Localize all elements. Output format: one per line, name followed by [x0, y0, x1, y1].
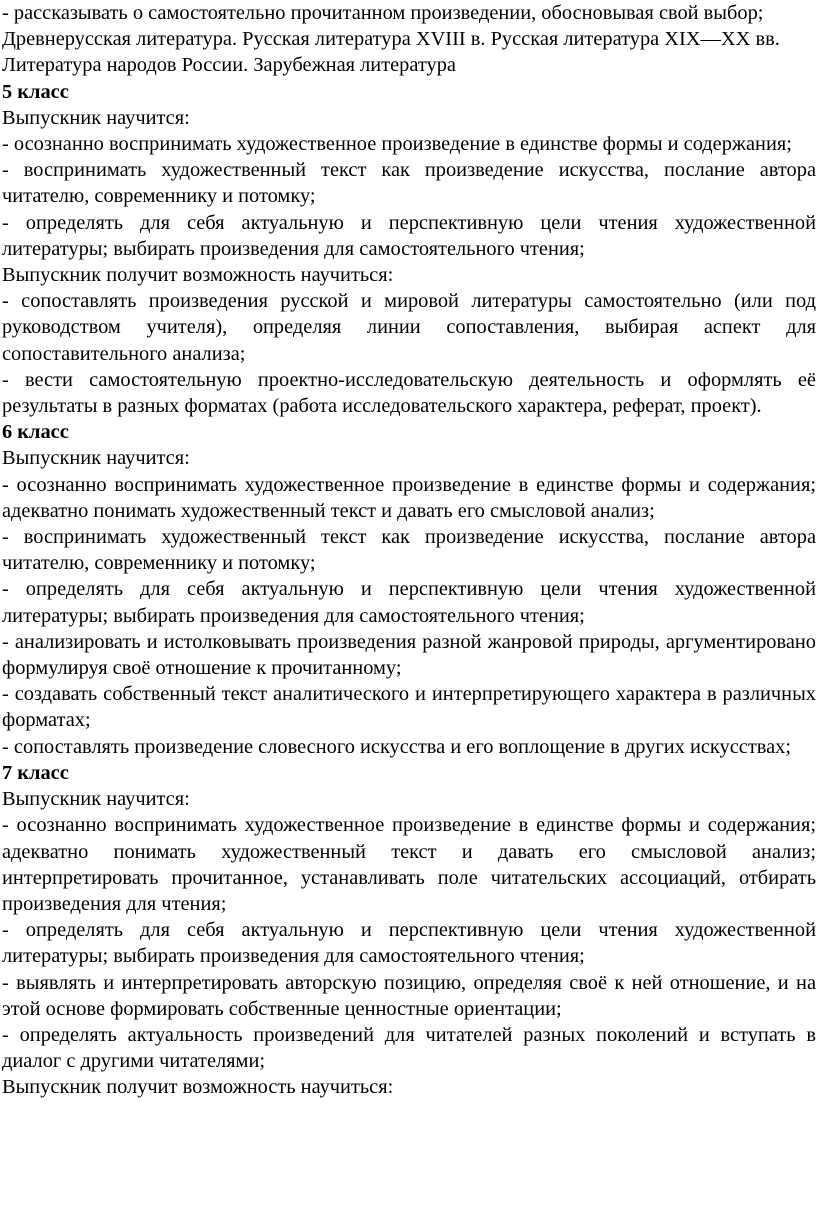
learns-label: Выпускник научится:	[2, 106, 190, 129]
list-item: - определять для себя актуальную и перспективную цели чтения художественной литературы; выбирать произведения для самостоятельного чтения;	[2, 578, 816, 627]
list-item: - вести самостоятельную проектно-исследовательскую деятельность и оформлять её результаты в разных форматах (работа исследовательского характера, реферат, проект).	[2, 368, 816, 418]
list-item: - определять актуальность произведений для читателей разных поколений и вступать в диалог с другими читателями;	[2, 1023, 816, 1073]
list-item: - сопоставлять произведение словесного искусства и его воплощение в других искусствах;	[2, 735, 792, 758]
list-item: - рассказывать о самостоятельно прочитанном произведении, обосновывая свой выбор;	[2, 2, 764, 24]
list-item: - воспринимать художественный текст как произведение искусства, послание автора читателю, современнику и потомку;	[2, 159, 816, 208]
grade-heading-7: 7 класс	[2, 761, 69, 784]
list-item: - осознанно воспринимать художественное произведение в единстве формы и содержания;	[2, 133, 792, 156]
list-item: - определять для себя актуальную и перспективную цели чтения художественной литературы; выбирать произведения для самостоятельного чтения;	[2, 919, 816, 968]
list-item: - анализировать и истолковывать произведения разной жанровой природы, аргументировано формулируя своё отношение к прочитанному;	[2, 630, 816, 680]
list-item: - создавать собственный текст аналитического и интерпретирующего характера в различных форматах;	[2, 683, 816, 732]
list-item: - выявлять и интерпретировать авторскую позицию, определяя своё к ней отношение, и на этой основе формировать собственные ценностные ориентации;	[2, 971, 816, 1020]
list-item: - осознанно воспринимать художественное произведение в единстве формы и содержания; адекватно понимать художественный текст и давать его смысловой анализ; интерпретировать прочитанное, устанавливать поле читательских ассоциаций, отбирать произведения для чтения;	[2, 814, 816, 915]
grade-heading-5: 5 класс	[2, 80, 69, 103]
list-item: - сопоставлять произведения русской и мировой литературы самостоятельно (или под руководством учителя), определяя линии сопоставления, выбирая аспект для сопоставительного анализа;	[2, 290, 816, 365]
list-item: - осознанно воспринимать художественное произведение в единстве формы и содержания; адекватно понимать художественный текст и давать его смысловой анализ;	[2, 473, 816, 522]
learns-label: Выпускник научится:	[2, 447, 190, 470]
list-item: - воспринимать художественный текст как произведение искусства, послание автора читателю, современнику и потомку;	[2, 526, 816, 575]
opportunity-label: Выпускник получит возможность научиться:	[2, 1076, 394, 1099]
opportunity-label: Выпускник получит возможность научиться:	[2, 264, 394, 287]
list-item: - определять для себя актуальную и перспективную цели чтения художественной литературы; выбирать произведения для самостоятельного чтения;	[2, 211, 816, 260]
learns-label: Выпускник научится:	[2, 788, 190, 811]
topics-line: Древнерусская литература. Русская литература XVIII в. Русская литература XIX—XX вв. Литература народов России. Зарубежная литература	[2, 28, 780, 77]
grade-heading-6: 6 класс	[2, 421, 69, 444]
